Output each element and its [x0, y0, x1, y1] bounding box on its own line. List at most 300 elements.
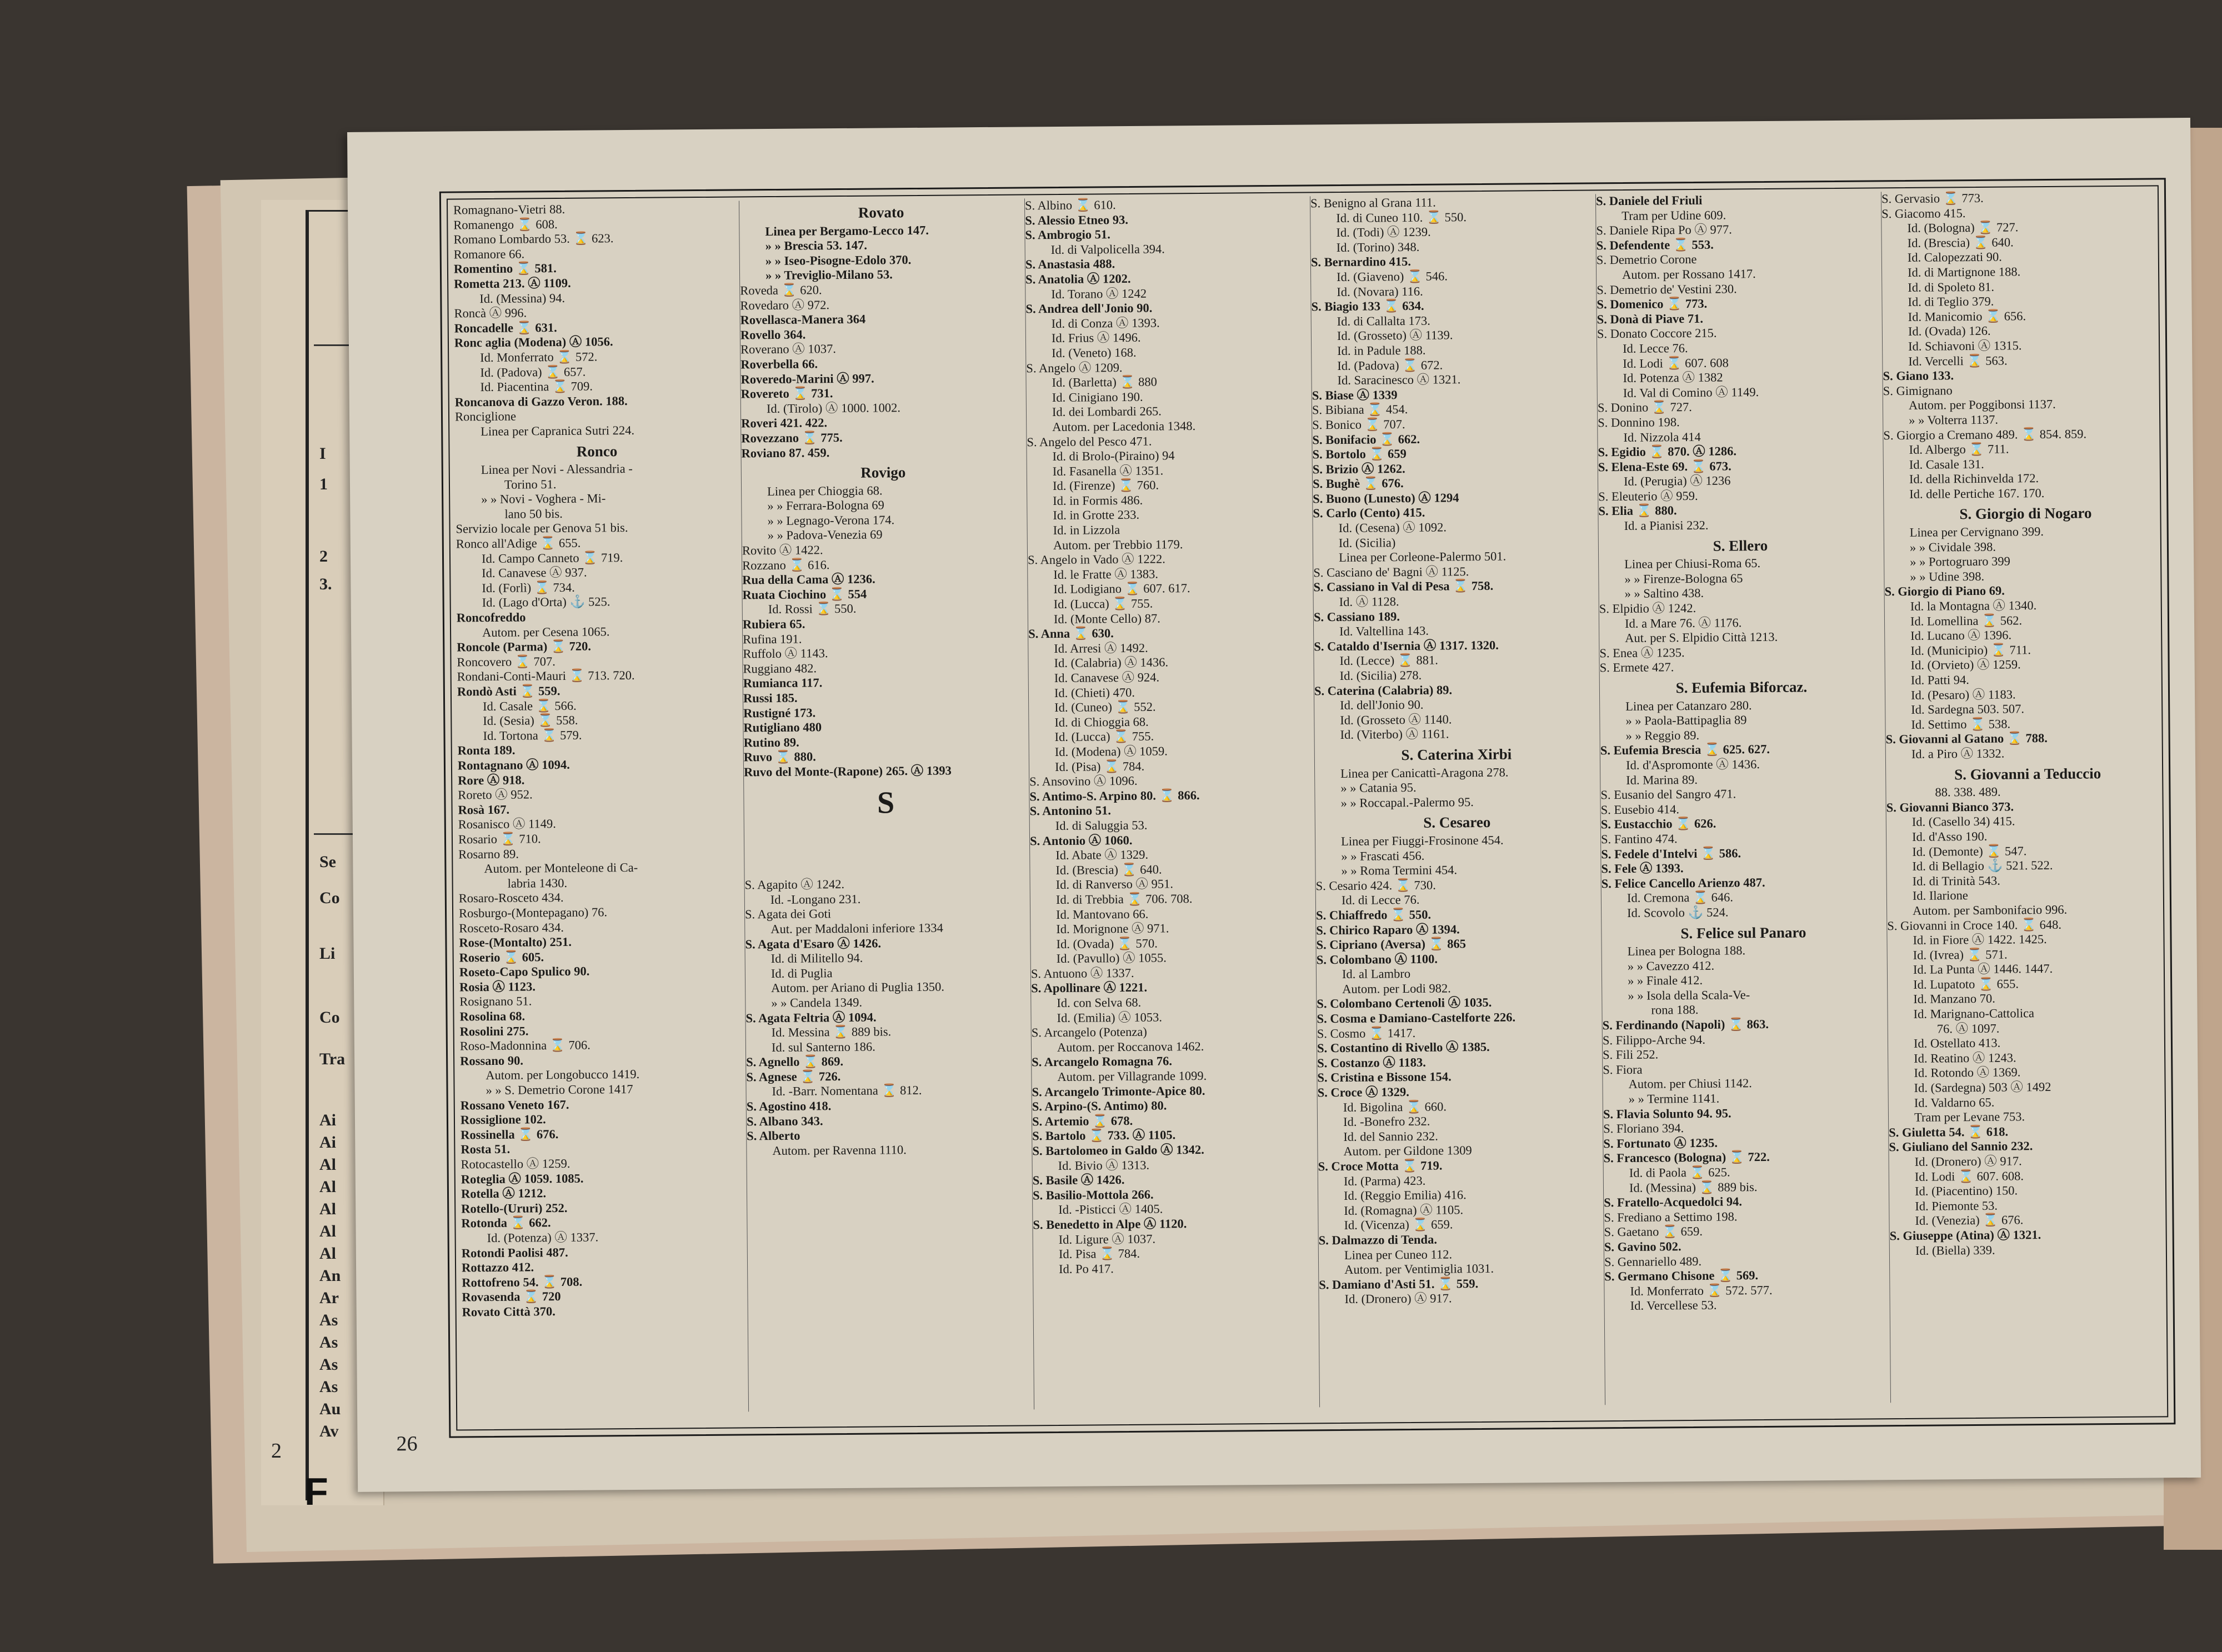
index-entry: » » Paola-Battipaglia 89	[1625, 713, 1747, 728]
index-entry: S. Antonino 51.	[1029, 803, 1112, 818]
index-entry: Id. (Venezia) ⌛ 676.	[1915, 1213, 2024, 1228]
index-entry: S. Bughè ⌛ 676.	[1312, 476, 1404, 491]
index-entry: Id. Tortona ⌛ 579.	[483, 728, 582, 743]
index-entry: S. Cataldo d'Isernia Ⓐ 1317. 1320.	[1314, 638, 1499, 654]
index-entry: Rosia Ⓐ 1123.	[459, 979, 536, 994]
index-entry: Roncole (Parma) ⌛ 720.	[457, 639, 592, 654]
index-entry: lano 50 bis.	[504, 506, 563, 521]
index-entry: Id. Scovolo ⚓ 524.	[1627, 905, 1729, 920]
index-entry: Id. (Casello 34) 415.	[1911, 814, 2015, 829]
index-entry: Rosanisco Ⓐ 1149.	[458, 817, 556, 832]
index-entry: S. Cosma e Damiano-Castelforte 226.	[1317, 1010, 1516, 1026]
index-entry: Id. Rotondo Ⓐ 1369.	[1914, 1065, 2021, 1080]
index-entry: Rovasenda ⌛ 720	[462, 1289, 561, 1304]
index-entry: Roncà Ⓐ 996.	[454, 306, 527, 321]
index-entry: Id. (Municipio) ⌛ 711.	[1910, 643, 2031, 658]
index-entry: Id. (Dronero) Ⓐ 917.	[1344, 1291, 1452, 1306]
index-entry: S. Cristina e Bissone 154.	[1317, 1069, 1452, 1085]
index-entry: S. Domenico ⌛ 773.	[1597, 296, 1708, 312]
index-entry: Id. Frius Ⓐ 1496.	[1051, 331, 1141, 346]
index-entry: » » Volterra 1137.	[1909, 412, 1999, 427]
index-entry: Rovito Ⓐ 1422.	[742, 543, 823, 558]
index-entry: 88. 338. 489.	[1935, 784, 2001, 799]
index-entry: » » Udine 398.	[1910, 569, 1985, 584]
index-entry: Rovereto ⌛ 731.	[740, 386, 833, 401]
index-entry: S. Apollinare Ⓐ 1221.	[1031, 980, 1148, 995]
previous-page-fragment: Al	[319, 1155, 336, 1174]
index-entry: Id. Lodigiano ⌛ 607. 617.	[1053, 581, 1190, 597]
index-entry: Id. (Lucca) ⌛ 755.	[1053, 596, 1153, 612]
index-entry: Id. (Padova) ⌛ 657.	[480, 364, 586, 379]
previous-page-fragment: Li	[319, 944, 336, 963]
index-entry: S. Bartolo ⌛ 733. Ⓐ 1105.	[1032, 1128, 1176, 1143]
index-entry: S. Ansovino Ⓐ 1096.	[1029, 774, 1138, 789]
index-entry: S. Basilio-Mottola 266.	[1032, 1187, 1154, 1203]
index-entry: Id. Manicomio ⌛ 656.	[1908, 309, 2026, 324]
index-entry: Aut. per Maddaloni inferiore 1334	[770, 920, 943, 936]
index-entry: S. Ferdinando (Napoli) ⌛ 863.	[1602, 1017, 1769, 1033]
index-entry: Id. Rossi ⌛ 550.	[768, 602, 857, 617]
index-entry: S. Agapito Ⓐ 1242.	[744, 877, 845, 892]
index-entry: Roverano Ⓐ 1037.	[740, 342, 837, 357]
index-entry: Autom. per Cesena 1065.	[482, 624, 610, 639]
index-entry: S. Eusebio 414.	[1600, 802, 1680, 817]
index-entry: S. Fiora	[1603, 1062, 1643, 1077]
index-entry: Ruffolo Ⓐ 1143.	[743, 646, 828, 661]
index-entry: S. Elpidio Ⓐ 1242.	[1599, 600, 1696, 616]
index-entry: S. Ermete 427.	[1599, 660, 1674, 675]
index-entry: Autom. per Lacedonia 1348.	[1052, 418, 1196, 434]
index-entry: Rossiglione 102.	[460, 1112, 546, 1127]
index-entry: S. Agnese ⌛ 726.	[746, 1069, 841, 1084]
index-entry: S. Alberto	[747, 1128, 800, 1143]
index-entry: S. Caterina (Calabria) 89.	[1314, 683, 1453, 698]
index-entry: Roreto Ⓐ 952.	[458, 787, 533, 802]
index-entry: 76. Ⓐ 1097.	[1936, 1021, 2000, 1036]
index-entry: Autom. per Lodi 982.	[1342, 981, 1451, 996]
index-entry: Autom. per Sambonifacio 996.	[1912, 902, 2068, 918]
index-entry: Linea per Capranica Sutri 224.	[481, 423, 635, 439]
index-entry: Id. -Pisticci Ⓐ 1405.	[1058, 1202, 1163, 1217]
index-column	[453, 201, 746, 1414]
index-entry: S. Donnino 198.	[1598, 415, 1680, 430]
index-entry: S. Giuseppe (Atina) Ⓐ 1321.	[1889, 1228, 2041, 1243]
index-entry: Id. (Torino) 348.	[1336, 239, 1420, 254]
previous-page-fragment: Al	[319, 1222, 336, 1240]
index-entry: Torino 51.	[504, 477, 557, 492]
index-entry: Rotondi Paolisi 487.	[461, 1245, 568, 1260]
index-entry: Id. Calopezzati 90.	[1907, 249, 2002, 265]
index-entry: Id. (Sesia) ⌛ 558.	[483, 713, 578, 728]
previous-page-fragment: 2	[319, 547, 328, 565]
index-column	[1024, 196, 1318, 1409]
index-entry: Id. Manzano 70.	[1913, 992, 1995, 1007]
index-entry: Tram per Udine 609.	[1622, 208, 1726, 223]
index-entry: » » Finale 412.	[1627, 973, 1703, 988]
index-entry: Id. (Pavullo) Ⓐ 1055.	[1056, 950, 1167, 966]
index-entry: » » Roccapal.-Palermo 95.	[1340, 794, 1474, 810]
index-entry: Id. (Lecce) ⌛ 881.	[1339, 653, 1438, 668]
index-entry: Id. -Barr. Nomentana ⌛ 812.	[772, 1083, 922, 1099]
index-entry: Roncofreddo	[456, 610, 526, 625]
index-entry: Id. Patti 94.	[1910, 673, 1969, 687]
index-entry: S. Donino ⌛ 727.	[1597, 400, 1692, 415]
index-entry: Rosarno 89.	[458, 847, 519, 861]
index-entry: Rovello 364.	[740, 327, 806, 342]
section-heading: Rovigo	[860, 464, 906, 481]
section-heading: S. Caterina Xirbi	[1401, 745, 1512, 764]
index-entry: Id. Morignone Ⓐ 971.	[1056, 921, 1169, 937]
index-entry: Id. a Pianisi 232.	[1624, 518, 1709, 533]
index-entry: S. Eleuterio Ⓐ 959.	[1598, 488, 1698, 504]
index-entry: » » Ferrara-Bologna 69	[767, 498, 884, 513]
index-entry: Rovedaro Ⓐ 972.	[740, 297, 830, 313]
index-entry: Rotonda ⌛ 662.	[461, 1215, 551, 1230]
index-entry: Rutigliano 480	[743, 720, 822, 735]
index-entry: Id. (Pisa) ⌛ 784.	[1054, 759, 1145, 774]
index-entry: Id. Vercelli ⌛ 563.	[1908, 353, 2008, 368]
index-entry: » » Legnago-Verona 174.	[767, 513, 895, 528]
index-entry: S. Francesco (Bologna) ⌛ 722.	[1603, 1150, 1770, 1165]
index-entry: Id. di Martignone 188.	[1907, 264, 2021, 279]
index-entry: S. Floriano 394.	[1603, 1121, 1684, 1136]
index-entry: S. Angelo Ⓐ 1209.	[1026, 360, 1123, 375]
index-entry: Id. Schiavoni Ⓐ 1315.	[1908, 338, 2022, 353]
index-entry: Id. (Padova) ⌛ 672.	[1337, 358, 1443, 373]
index-entry: Id. di Trebbia ⌛ 706. 708.	[1055, 892, 1193, 907]
index-entry: » » Catania 95.	[1340, 780, 1417, 795]
index-entry: Id. (Grosseto Ⓐ 1140.	[1340, 712, 1452, 727]
index-entry: Id. (Barletta) ⌛ 880	[1052, 374, 1157, 390]
index-entry: Rosburgo-(Montepagano) 76.	[458, 905, 608, 920]
index-entry: » » Reggio 89.	[1625, 728, 1700, 743]
index-entry: Id. di Valpolicella 394.	[1050, 242, 1165, 257]
index-entry: Roveri 421. 422.	[741, 415, 828, 430]
index-entry: Id. Pisa ⌛ 784.	[1058, 1246, 1140, 1261]
index-entry: Id. Bivio Ⓐ 1313.	[1058, 1158, 1150, 1173]
index-entry: Id. (Novara) 116.	[1337, 284, 1423, 299]
index-entry: » » S. Demetrio Corone 1417	[486, 1082, 633, 1098]
index-entry: Linea per Canicattì-Aragona 278.	[1340, 765, 1509, 780]
index-entry: Id. di Teglio 379.	[1908, 294, 1994, 309]
index-entry: S. Dalmazzo di Tenda.	[1318, 1232, 1437, 1248]
index-entry: Id. (Orvieto) Ⓐ 1259.	[1910, 657, 2021, 673]
index-entry: Id. Piacentina ⌛ 709.	[480, 379, 593, 394]
index-entry: Id. (Viterbo) Ⓐ 1161.	[1340, 727, 1449, 742]
previous-page-footer-letter: F	[304, 1470, 328, 1513]
index-entry: labria 1430.	[507, 875, 568, 890]
index-entry: Rotocastello Ⓐ 1259.	[461, 1156, 570, 1172]
index-entry: Id. Lucano Ⓐ 1396.	[1910, 628, 2012, 643]
index-entry: S. Bortolo ⌛ 659	[1312, 447, 1407, 462]
index-entry: Id. Valdarno 65.	[1914, 1095, 1995, 1110]
index-entry: Id. di Brolo-(Piraino) 94	[1052, 448, 1175, 464]
index-entry: Rometta 213. Ⓐ 1109.	[454, 276, 571, 291]
index-entry: S. Germano Chisone ⌛ 569.	[1604, 1268, 1759, 1284]
index-entry: S. Carlo (Cento) 415.	[1313, 505, 1425, 520]
index-entry: Id. (Demonte) ⌛ 547.	[1912, 843, 2027, 859]
index-entry: Id. di Bellagio ⚓ 521. 522.	[1912, 858, 2053, 874]
index-entry: Rubiera 65.	[742, 617, 805, 632]
index-entry: Id. (Cuneo) ⌛ 552.	[1054, 699, 1156, 715]
index-entry: Id. Marina 89.	[1626, 772, 1698, 787]
index-entry: Ruata Ciochino ⌛ 554	[742, 587, 867, 602]
index-entry: Id. (Forlì) ⌛ 734.	[482, 580, 575, 595]
previous-page-fragment: Co	[319, 1008, 340, 1027]
index-entry: Id. (Pesaro) Ⓐ 1183.	[1910, 687, 2016, 702]
index-entry: S. Agostino 418.	[746, 1099, 832, 1114]
index-entry: Id. al Lambro	[1342, 967, 1411, 982]
index-columns	[441, 179, 2164, 1319]
index-entry: Id. di Spoleto 81.	[1908, 279, 1994, 294]
index-entry: S. Croce Motta ⌛ 719.	[1318, 1158, 1443, 1174]
previous-page-fragment: 1	[319, 475, 328, 493]
index-entry: Id. Monferrato ⌛ 572.	[480, 349, 598, 365]
index-entry: S. Eusanio del Sangro 471.	[1600, 787, 1736, 802]
section-heading: S. Felice sul Panaro	[1680, 923, 1806, 942]
index-entry: Rua della Cama Ⓐ 1236.	[742, 572, 875, 587]
index-entry: S. Donà di Piave 71.	[1597, 311, 1704, 327]
index-entry: S. Giorgio a Cremano 489. ⌛ 854. 859.	[1883, 426, 2087, 442]
index-entry: Roseto-Capo Spulico 90.	[459, 964, 590, 979]
index-entry: Id. Cremona ⌛ 646.	[1627, 890, 1734, 905]
index-entry: S. Arcangelo Trimonte-Apice 80.	[1032, 1083, 1205, 1099]
index-entry: S. Brizio Ⓐ 1262.	[1312, 461, 1405, 477]
index-entry: Rondani-Conti-Mauri ⌛ 713. 720.	[457, 668, 635, 684]
index-entry: Id. (Bologna) ⌛ 727.	[1907, 220, 2019, 236]
index-entry: S. Fantino 474.	[1600, 832, 1678, 847]
section-heading: S. Eufemia Biforcaz.	[1675, 678, 1808, 697]
index-entry: Id. (Veneto) 168.	[1052, 345, 1137, 360]
index-entry: Id. (Sicilia) 278.	[1339, 668, 1422, 683]
index-entry: Rozzano ⌛ 616.	[742, 557, 830, 573]
index-entry: S. Arcangelo (Potenza)	[1031, 1024, 1147, 1040]
index-entry: Id. di Paola ⌛ 625.	[1629, 1165, 1730, 1180]
index-entry: Id. (Parma) 423.	[1343, 1173, 1426, 1188]
index-entry: Id. Vercellese 53.	[1630, 1298, 1717, 1313]
index-entry: Rossano Veneto 167.	[460, 1097, 569, 1113]
index-entry: Id. (Ovada) ⌛ 570.	[1056, 936, 1158, 951]
timetable-index-page	[347, 118, 2201, 1492]
index-entry: Rovezzano ⌛ 775.	[741, 430, 843, 445]
index-entry: Autom. per Ravenna 1110.	[772, 1142, 907, 1158]
index-entry: Id. Albergo ⌛ 711.	[1909, 442, 2009, 457]
index-entry: Rosceto-Rosaro 434.	[459, 920, 564, 935]
index-entry: Id. (Emilia) Ⓐ 1053.	[1057, 1010, 1162, 1025]
index-entry: Id. Lomellina ⌛ 562.	[1910, 613, 2023, 628]
index-entry: Linea per Bergamo-Lecco 147.	[765, 223, 929, 238]
index-entry: S. Giano 133.	[1883, 368, 1954, 383]
index-column	[1310, 194, 1603, 1407]
index-entry: Rosaro-Rosceto 434.	[458, 890, 564, 905]
index-entry: Rosolina 68.	[459, 1009, 526, 1024]
index-entry: Autom. per Longobucco 1419.	[486, 1067, 640, 1083]
index-entry: Id. (Brescia) ⌛ 640.	[1055, 862, 1162, 877]
index-entry: Rosolini 275.	[459, 1024, 529, 1039]
index-entry: Id. in Grotte 233.	[1053, 508, 1140, 523]
index-entry: Romano Lombardo 53. ⌛ 623.	[453, 231, 614, 247]
index-entry: S. Gennariello 489.	[1604, 1254, 1702, 1269]
index-column	[1881, 189, 2174, 1403]
index-entry: Id. (Brescia) ⌛ 640.	[1907, 235, 2014, 250]
index-entry: Id. (Grosseto) Ⓐ 1139.	[1337, 328, 1453, 343]
previous-page-number: 2	[271, 1439, 282, 1463]
index-entry: S. Fedele d'Intelvi ⌛ 586.	[1601, 845, 1741, 861]
index-entry: » » Candela 1349.	[771, 995, 863, 1010]
index-entry: Id. (Romagna) Ⓐ 1105.	[1344, 1203, 1464, 1218]
index-entry: S. Buono (Lunesto) Ⓐ 1294	[1313, 490, 1459, 506]
index-entry: S. Biagio 133 ⌛ 634.	[1311, 298, 1424, 314]
previous-page-fragment: As	[319, 1355, 338, 1374]
letter-heading: S	[877, 785, 895, 820]
previous-page-fragment: Al	[319, 1200, 336, 1218]
index-entry: Roncadelle ⌛ 631.	[454, 320, 557, 336]
index-entry: S. Angelo in Vado Ⓐ 1222.	[1027, 552, 1165, 567]
index-entry: Id. (Perugia) Ⓐ 1236	[1623, 473, 1731, 489]
index-entry: Id. Ostellato 413.	[1913, 1035, 2001, 1051]
index-entry: » » Treviglio-Milano 53.	[765, 267, 893, 283]
page-number: 26	[396, 1432, 418, 1456]
previous-page-fragment: 3.	[319, 575, 332, 593]
index-entry: Id. Settimo ⌛ 538.	[1911, 717, 2011, 732]
index-entry: Id. Cinigiano 190.	[1052, 389, 1143, 404]
index-entry: S. Agata Feltria Ⓐ 1094.	[745, 1010, 877, 1025]
index-entry: rona 188.	[1651, 1003, 1699, 1018]
index-entry: S. Albino ⌛ 610.	[1024, 198, 1116, 213]
previous-page-fragment: Al	[319, 1244, 336, 1263]
index-entry: Ruvo ⌛ 880.	[743, 749, 816, 764]
index-entry: Id. del Sannio 232.	[1343, 1129, 1438, 1144]
previous-page-fragment: As	[319, 1311, 338, 1329]
index-entry: Id. di Lecce 76.	[1341, 893, 1420, 908]
index-entry: S. Casciano de' Bagni Ⓐ 1125.	[1313, 564, 1469, 580]
index-entry: Id. (Giaveno) ⌛ 546.	[1337, 269, 1448, 284]
index-entry: Romanengo ⌛ 608.	[453, 217, 558, 232]
index-entry: S. Andrea dell'Jonio 90.	[1025, 301, 1153, 316]
previous-page-fragment: Ai	[319, 1111, 336, 1129]
index-entry: S. Artemio ⌛ 678.	[1032, 1113, 1133, 1129]
index-entry: S. Angelo del Pesco 471.	[1027, 434, 1152, 449]
index-entry: Id. (Lago d'Orta) ⚓ 525.	[482, 594, 610, 610]
index-entry: Id. di Callalta 173.	[1337, 313, 1430, 328]
index-entry: Id. Messina ⌛ 889 bis.	[771, 1024, 892, 1040]
index-entry: Id. di Puglia	[770, 965, 833, 980]
index-entry: S. Croce Ⓐ 1329.	[1317, 1085, 1409, 1100]
index-entry: » » Novi - Voghera - Mi-	[481, 491, 606, 507]
index-entry: Id. Valtellina 143.	[1339, 623, 1429, 639]
index-entry: Id. sul Santerno 186.	[771, 1039, 875, 1054]
index-entry: Id. d'Asso 190.	[1911, 829, 1988, 844]
index-entry: Autom. per Trebbio 1179.	[1053, 537, 1183, 552]
index-entry: Id. di Saluggia 53.	[1055, 818, 1148, 833]
index-entry: S. Albano 343.	[746, 1113, 823, 1129]
index-entry: Linea per Fiuggi-Frosinone 454.	[1340, 833, 1504, 848]
index-entry: S. Filippo-Arche 94.	[1602, 1032, 1705, 1047]
index-entry: Id. in Fiore Ⓐ 1422. 1425.	[1913, 932, 2047, 948]
index-entry: Id. (Ivrea) ⌛ 571.	[1913, 947, 2008, 962]
index-entry: Linea per Chiusi-Roma 65.	[1624, 556, 1761, 572]
index-entry: Id. Casale ⌛ 566.	[483, 698, 577, 713]
index-entry: Autom. per Gildone 1309	[1343, 1143, 1472, 1159]
index-entry: Id. di Militello 94.	[770, 950, 863, 966]
index-entry: Rossinella ⌛ 676.	[461, 1127, 559, 1142]
index-entry: S. Bonifacio ⌛ 662.	[1312, 432, 1420, 447]
index-entry: Id. (Messina) ⌛ 889 bis.	[1629, 1179, 1758, 1195]
index-entry: Autom. per Poggibonsi 1137.	[1908, 397, 2056, 413]
previous-page-fragment: I	[319, 444, 326, 463]
index-entry: Ronc aglia (Modena) Ⓐ 1056.	[454, 334, 613, 350]
index-entry: Id. (Sicilia)	[1338, 535, 1396, 550]
index-entry: Romagnano-Vietri 88.	[453, 202, 565, 217]
index-entry: S. Colombano Ⓐ 1100.	[1316, 952, 1438, 967]
index-entry: Ronco all'Adige ⌛ 655.	[456, 535, 581, 551]
index-entry: » » Padova-Venezia 69	[767, 527, 883, 543]
index-entry: S. Chirico Raparo Ⓐ 1394.	[1316, 922, 1460, 937]
index-entry: Linea per Chioggia 68.	[767, 483, 883, 498]
index-entry: » » Termine 1141.	[1628, 1091, 1720, 1106]
index-entry: Id. Saracinesco Ⓐ 1321.	[1337, 372, 1461, 388]
index-entry: » » Brescia 53. 147.	[765, 238, 868, 253]
index-entry: S. Enea Ⓐ 1235.	[1599, 645, 1685, 660]
index-entry: Rossano 90.	[460, 1053, 524, 1068]
index-entry: S. Giovanni Bianco 373.	[1886, 799, 2014, 815]
index-entry: S. Bonico ⌛ 707.	[1312, 417, 1405, 432]
index-entry: S. Giacomo 415.	[1881, 206, 1966, 221]
index-entry: Linea per Catanzaro 280.	[1625, 698, 1752, 713]
index-entry: Id. (Tirolo) Ⓐ 1000. 1002.	[766, 400, 901, 415]
index-entry: S. Egidio ⌛ 870. Ⓐ 1286.	[1598, 444, 1736, 459]
index-entry: Id. (Biella) 339.	[1915, 1243, 1995, 1258]
index-entry: Id. Mantovano 66.	[1055, 907, 1149, 922]
index-entry: S. Defendente ⌛ 553.	[1596, 237, 1714, 253]
index-entry: Id. Val di Comino Ⓐ 1149.	[1623, 384, 1759, 400]
previous-page-fragment: Co	[319, 889, 340, 907]
index-entry: Rondò Asti ⌛ 559.	[457, 684, 560, 699]
index-entry: Id. la Montagna Ⓐ 1340.	[1910, 598, 2037, 613]
index-entry: » » Saltino 438.	[1624, 586, 1704, 601]
index-entry: S. Daniele Ripa Po Ⓐ 977.	[1596, 222, 1732, 238]
index-entry: Id. Lodi ⌛ 607. 608.	[1914, 1168, 2024, 1184]
index-entry: » » Iseo-Pisogne-Edolo 370.	[765, 252, 912, 268]
index-entry: Roncanova di Gazzo Veron. 188.	[454, 393, 628, 409]
index-entry: Id. (Calabria) Ⓐ 1436.	[1054, 655, 1169, 670]
index-entry: S. Bernardino 415.	[1310, 254, 1412, 269]
index-entry: Roveredo-Marini Ⓐ 997.	[740, 371, 874, 386]
index-entry: Tram per Levane 753.	[1914, 1109, 2025, 1125]
index-entry: Id. le Fratte Ⓐ 1383.	[1053, 567, 1159, 582]
index-entry: S. Gervasio ⌛ 773.	[1881, 191, 1984, 206]
index-entry: Rottazzo 412.	[461, 1260, 534, 1275]
index-entry: Rovellasca-Manera 364	[740, 312, 866, 327]
index-entry: Rotello-(Ururi) 252.	[461, 1200, 568, 1216]
index-entry: S. Bibiana ⌛ 454.	[1312, 402, 1408, 417]
index-entry: S. Eufemia Brescia ⌛ 625. 627.	[1600, 742, 1770, 758]
index-entry: Id. di Chioggia 68.	[1054, 714, 1149, 729]
index-entry: Linea per Cervignano 399.	[1909, 524, 2044, 539]
index-entry: Id. Potenza Ⓐ 1382	[1623, 370, 1723, 386]
index-entry: S. Flavia Solunto 94. 95.	[1603, 1106, 1731, 1121]
index-entry: S. Donato Coccore 215.	[1597, 326, 1717, 341]
index-entry: Linea per Corleone-Palermo 501.	[1338, 549, 1507, 565]
index-entry: Id. Torano Ⓐ 1242	[1051, 286, 1147, 301]
index-entry: S. Anastasia 488.	[1025, 257, 1115, 272]
index-entry: Romanore 66.	[453, 247, 525, 262]
index-column	[739, 198, 1032, 1411]
index-entry: Id. di Cuneo 110. ⌛ 550.	[1336, 209, 1467, 225]
index-entry: S. Cosmo ⌛ 1417.	[1317, 1025, 1416, 1040]
index-entry: Id. Lodi ⌛ 607. 608	[1623, 356, 1729, 371]
index-entry: Id. Lecce 76.	[1623, 341, 1688, 356]
